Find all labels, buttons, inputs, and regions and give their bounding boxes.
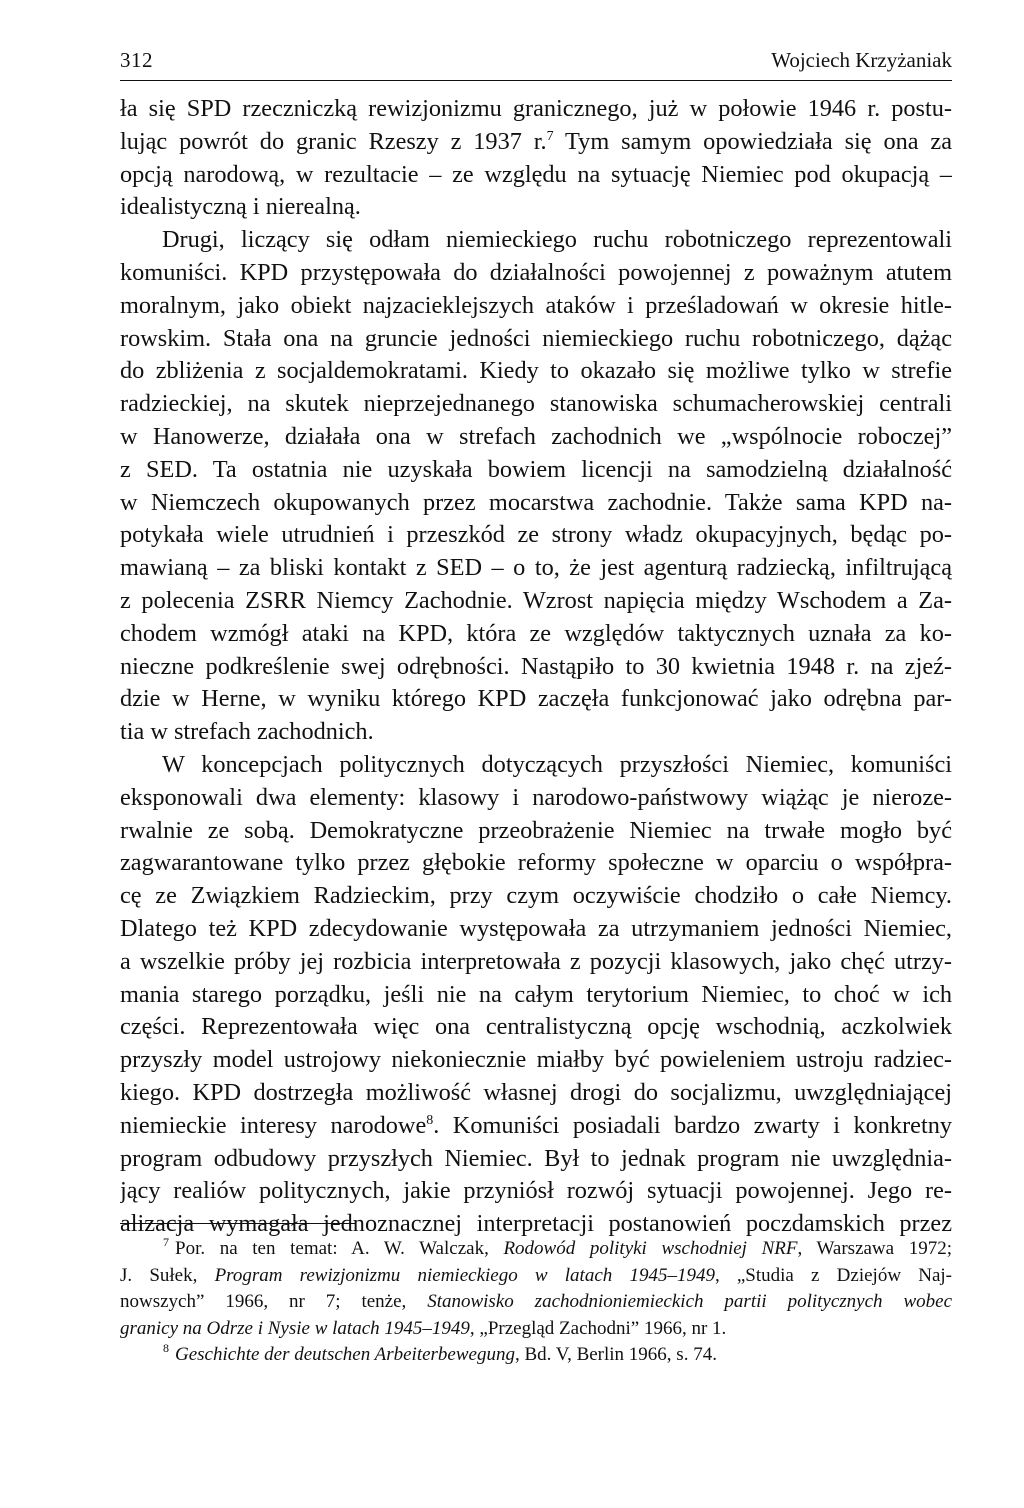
paragraph-first-line: W koncepcjach politycznych dotyczących przyszłości Niemiec, komuniści (162, 750, 952, 778)
footnote-ref-8: 8 (426, 1112, 434, 1128)
footnote-marker: 8 (163, 1342, 169, 1356)
text-fragment: lując powrót do granic Rzeszy z 1937 r. (120, 127, 547, 155)
text-fragment: Por. na ten temat: A. W. Walczak, (175, 1238, 504, 1259)
text-line: idealistyczną i nierealną. (120, 193, 361, 221)
text-fragment: nowszych” 1966, nr 7; tenże, (120, 1291, 428, 1313)
cited-title: Geschichte der deutschen Arbeiterbewegung (175, 1344, 515, 1366)
text-line: z polecenia ZSRR Niemcy Zachodnie. Wzrost napięcia między Wschodem a Za- (120, 586, 952, 614)
footnote-separator (120, 1223, 356, 1224)
text-fragment: , Bd. V, Berlin 1966, s. 74. (514, 1344, 717, 1366)
text-line: cę ze Związkiem Radzieckim, przy czym oczywiście chodziło o całe Niemcy. (120, 882, 952, 910)
text-line: zagwarantowane tylko przez głębokie reformy społeczne w oparciu o współpra- (120, 849, 952, 877)
text-line: do zbliżenia z socjaldemokratami. Kiedy to okazało się możliwe tylko w strefie (120, 357, 952, 385)
text-line: z SED. Ta ostatnia nie uzyskała bowiem licencji na samodzielną działalność (120, 455, 952, 483)
footnote-7-line (120, 1316, 952, 1343)
text-line: mawianą – za bliski kontakt z SED – o to, że jest agenturą radziecką, infiltrującą (120, 554, 952, 582)
footnotes (120, 1236, 952, 1369)
text-fragment: , Warszawa 1972; (797, 1238, 952, 1259)
text-line: moralnym, jako obiekt najzacieklejszych ataków i prześladowań w okresie hitle- (120, 291, 952, 319)
text-line: rwalnie ze sobą. Demokratyczne przeobrażenie Niemiec na trwałe mogło być (120, 816, 952, 844)
text-line (120, 126, 952, 159)
text-line: nieczne podkreślenie swej odrębności. Nastąpiło to 30 kwietnia 1948 r. na zjeź- (120, 652, 952, 680)
page-header (120, 44, 952, 81)
text-line: w Niemczech okupowanych przez mocarstwa zachodnie. Także sama KPD na- (120, 488, 952, 516)
text-line: a wszelkie próby jej rozbicia interpretowała z pozycji klasowych, jako chęć utrzy- (120, 947, 952, 975)
text-line: program odbudowy przyszłych Niemiec. Był to jednak program nie uwzględnia- (120, 1144, 952, 1172)
paragraph-first-line: Drugi, liczący się odłam niemieckiego ruchu robotniczego reprezentowali (162, 226, 952, 254)
text-line: mania starego porządku, jeśli nie na całym terytorium Niemiec, to choć w ich (120, 980, 952, 1008)
text-line: rowskim. Stała ona na gruncie jedności niemieckiego ruchu robotniczego, dążąc (120, 324, 952, 352)
footnote-7-line (120, 1289, 952, 1316)
text-line: radzieckiej, na skutek nieprzejednanego stanowiska schumacherowskiej centrali (120, 390, 952, 418)
text-line: przyszły model ustrojowy niekoniecznie miałby być powieleniem ustroju radziec- (120, 1046, 952, 1074)
text-line: w Hanowerze, działała ona w strefach zachodnich we „wspólnocie roboczej” (120, 422, 952, 450)
text-line: chodem wzmógł ataki na KPD, która ze względów taktycznych uznała za ko- (120, 619, 952, 647)
footnote-marker: 7 (163, 1236, 169, 1249)
text-line: części. Reprezentowała więc ona centralistyczną opcję wschodnią, aczkolwiek (120, 1013, 952, 1041)
cited-title: Rodowód polityki wschodniej NRF (503, 1238, 798, 1259)
text-line: komuniści. KPD przystępowała do działalności powojennej z poważnym atutem (120, 258, 952, 286)
text-fragment: niemieckie interesy narodowe (120, 1111, 427, 1139)
text-fragment: , „Studia z Dziejów Naj- (714, 1264, 952, 1286)
cited-title: Program rewizjonizmu niemieckiego w latach 1945–1949 (214, 1264, 715, 1286)
text-line: tia w strefach zachodnich. (120, 718, 374, 746)
text-line: ła się SPD rzeczniczką rewizjonizmu granicznego, już w połowie 1946 r. postu- (120, 95, 952, 122)
footnote-ref-7: 7 (546, 128, 554, 144)
text-line: opcją narodową, w rezultacie – ze względu na sytuację Niemiec pod okupacją – (120, 160, 952, 188)
footnote-7-line (120, 1236, 952, 1263)
text-line: kiego. KPD dostrzegła możliwość własnej drogi do socjalizmu, uwzględniającej (120, 1078, 952, 1106)
cited-title: Stanowisko zachodnioniemieckich partii politycznych wobec (427, 1291, 952, 1313)
page-number: 312 (120, 48, 153, 72)
text-line: Dlatego też KPD zdecydowanie występowała za utrzymaniem jedności Niemiec, (120, 914, 952, 942)
text-line: jący realiów politycznych, jakie przyniósł rozwój sytuacji powojennej. Jego re- (120, 1177, 952, 1205)
cited-title: granicy na Odrze i Nysie w latach 1945–1949 (120, 1317, 470, 1339)
text-fragment: , „Przegląd Zachodni” 1966, nr 1. (469, 1317, 727, 1339)
footnote-8-line (120, 1342, 952, 1369)
body-text (120, 93, 952, 1241)
text-line: dzie w Herne, w wyniku którego KPD zaczęła funkcjonować jako odrębna par- (120, 685, 952, 713)
text-line: eksponowali dwa elementy: klasowy i narodowo-państwowy wiążąc je nieroze- (120, 783, 952, 811)
footnote-7-line (120, 1263, 952, 1290)
running-head-author: Wojciech Krzyżaniak (771, 48, 952, 72)
text-fragment: . Komuniści posiadali bardzo zwarty i konkretny (433, 1111, 952, 1139)
text-line: potykała wiele utrudnień i przeszkód ze strony władz okupacyjnych, będąc po- (120, 521, 952, 549)
text-line (120, 1110, 952, 1143)
text-fragment: Tym samym opowiedziała się ona za (553, 127, 952, 155)
text-line: alizacja wymagała jednoznacznej interpretacji postanowień poczdamskich przez (120, 1210, 952, 1238)
text-fragment: J. Sułek, (120, 1264, 215, 1286)
